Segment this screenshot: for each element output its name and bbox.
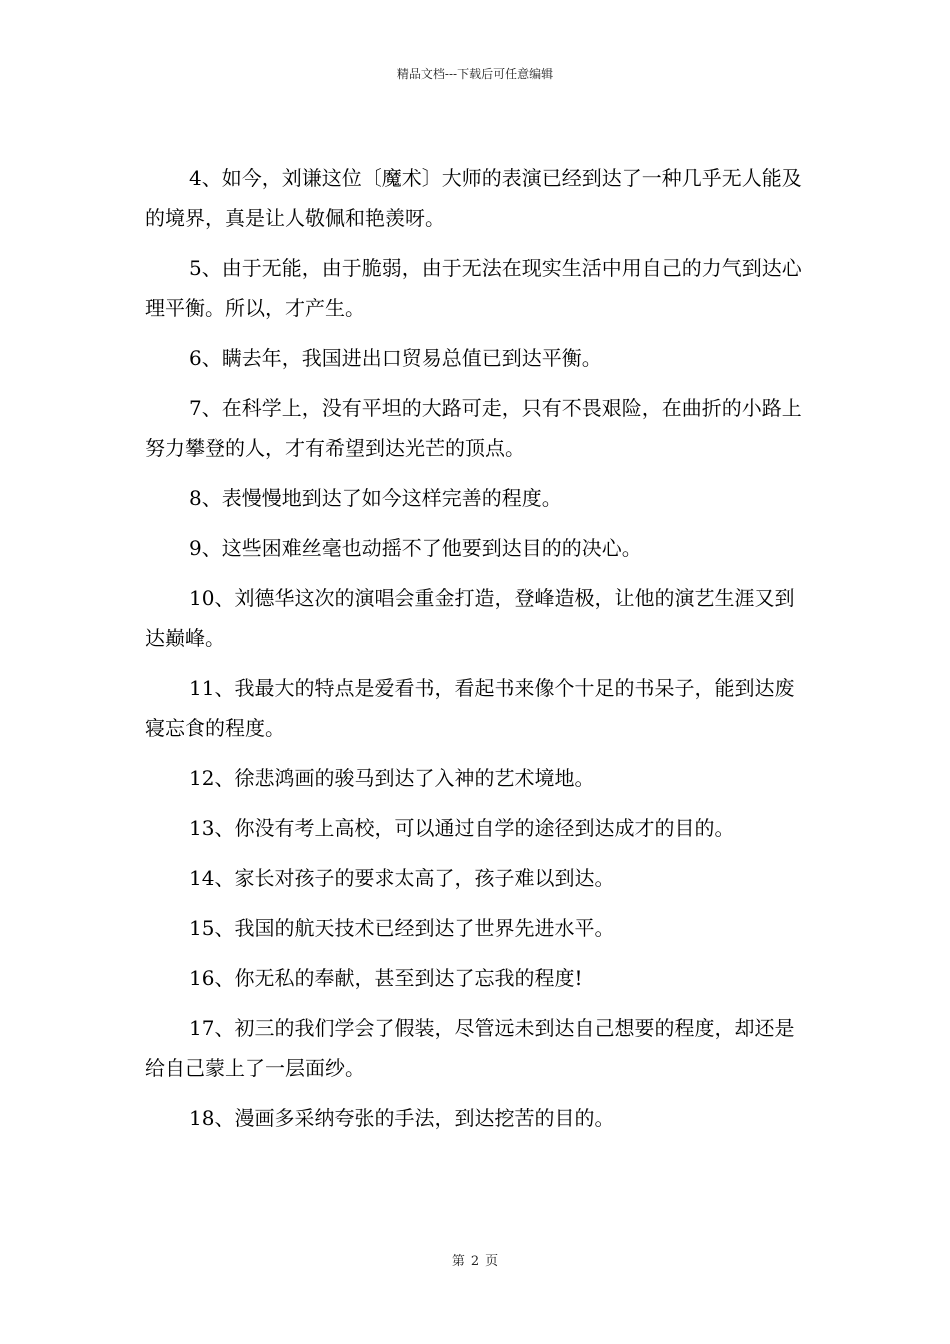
paragraph-18: 18、漫画多采纳夸张的手法，到达挖苦的目的。	[189, 1106, 615, 1130]
page-header: 精品文档---下载后可任意编辑	[396, 67, 554, 81]
paragraph-11: 11、我最大的特点是爱看书，看起书来像个十足的书呆子，能到达废寝忘食的程度。	[145, 676, 795, 740]
paragraph-17: 17、初三的我们学会了假装，尽管远未到达自己想要的程度，却还是给自己蒙上了一层面纱。	[145, 1016, 795, 1080]
paragraph-15: 15、我国的航天技术已经到达了世界先进水平。	[189, 916, 615, 940]
paragraph-4: 4、如今，刘谦这位〔魔术〕大师的表演已经到达了一种几乎无人能及的境界，真是让人敬佩和艳羡呀。	[145, 166, 802, 230]
paragraph-14: 14、家长对孩子的要求太高了，孩子难以到达。	[189, 866, 615, 890]
paragraph-13: 13、你没有考上高校，可以通过自学的途径到达成才的目的。	[189, 816, 735, 840]
page-number: 2	[470, 1254, 480, 1269]
page-number-prefix: 第	[451, 1254, 465, 1269]
paragraph-9: 9、这些困难丝毫也动摇不了他要到达目的的决心。	[189, 536, 642, 560]
paragraph-10: 10、刘德华这次的演唱会重金打造，登峰造极，让他的演艺生涯又到达巅峰。	[145, 586, 795, 650]
page-number-suffix: 页	[485, 1254, 499, 1269]
paragraph-16: 16、你无私的奉献，甚至到达了忘我的程度!	[189, 966, 583, 990]
paragraph-8: 8、表慢慢地到达了如今这样完善的程度。	[189, 486, 562, 510]
document-body	[145, 158, 810, 1148]
paragraph-5: 5、由于无能，由于脆弱，由于无法在现实生活中用自己的力气到达心理平衡。所以，才产生。	[145, 256, 802, 320]
page-footer	[0, 1254, 950, 1270]
paragraph-6: 6、瞒去年，我国进出口贸易总值已到达平衡。	[189, 346, 602, 370]
paragraph-12: 12、徐悲鸿画的骏马到达了入神的艺术境地。	[189, 766, 595, 790]
paragraph-7: 7、在科学上，没有平坦的大路可走，只有不畏艰险，在曲折的小路上努力攀登的人，才有希望到达光芒的顶点。	[145, 396, 802, 460]
